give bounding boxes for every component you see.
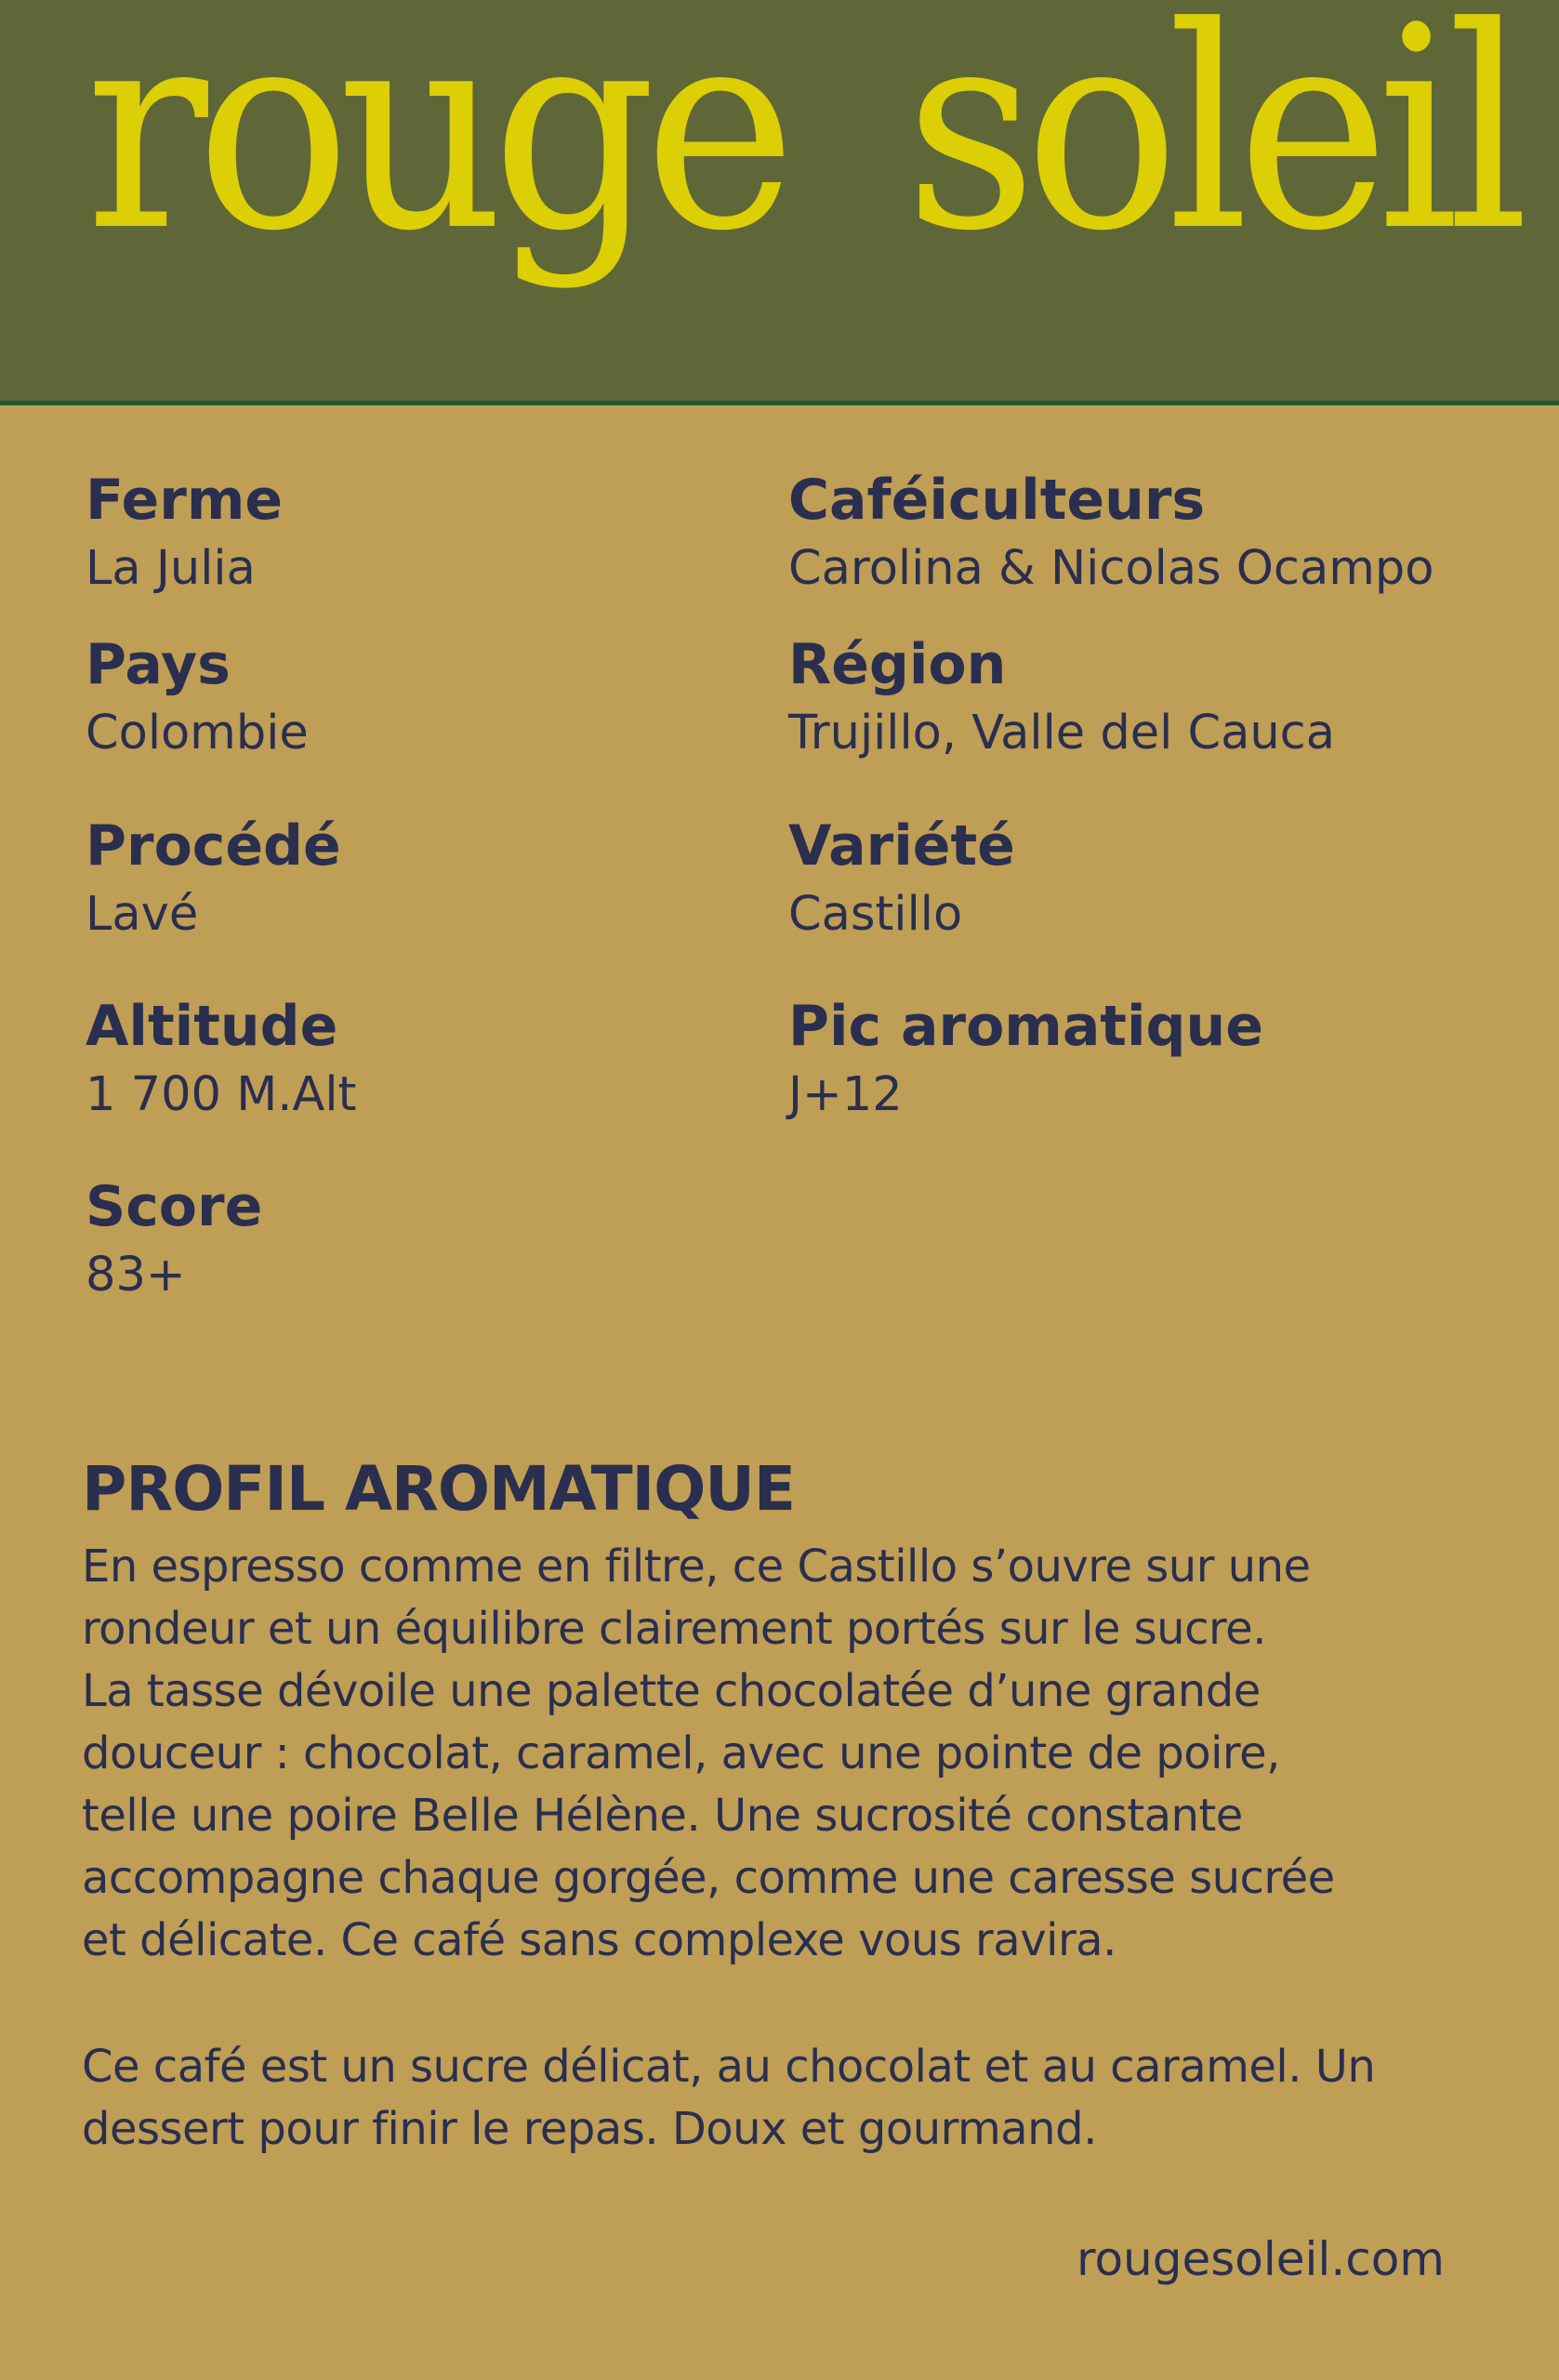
profile-paragraph-2 [82, 2036, 1495, 2161]
text-line: douceur : chocolat, caramel, avec une pointe de poire, [82, 1727, 1280, 1779]
field-procede [86, 811, 755, 948]
field-label: Score [86, 1174, 263, 1239]
field-cafeiculteurs [788, 465, 1458, 602]
text-line: Ce café est un sucre délicat, au chocolat et au caramel. Un [82, 2041, 1376, 2093]
profile-title: PROFIL AROMATIQUE [82, 1453, 795, 1525]
profile-paragraph-1 [82, 1536, 1495, 1972]
field-score [86, 1171, 755, 1309]
field-variete [788, 811, 1458, 948]
field-value: Colombie [86, 706, 309, 760]
text-line: telle une poire Belle Hélène. Une sucrosité constante [82, 1790, 1243, 1842]
field-pays [86, 629, 755, 767]
field-value: J+12 [788, 1067, 903, 1122]
field-value: Trujillo, Valle del Cauca [788, 706, 1335, 760]
field-value: Lavé [86, 887, 199, 942]
brand-logo: rouge soleil [86, 0, 1518, 292]
field-label: Ferme [86, 468, 284, 533]
field-label: Région [788, 632, 1007, 697]
text-line: En espresso comme en filtre, ce Castillo s’ouvre sur une [82, 1540, 1311, 1593]
field-value: Carolina & Nicolas Ocampo [788, 541, 1434, 596]
text-line: et délicate. Ce café sans complexe vous ravira. [82, 1914, 1116, 1966]
text-line: rondeur et un équilibre clairement portés sur le sucre. [82, 1603, 1266, 1655]
brand-header [0, 0, 1559, 405]
field-ferme [86, 465, 755, 602]
field-label: Pic aromatique [788, 994, 1263, 1059]
text-line: La tasse dévoile une palette chocolatée d’une grande [82, 1665, 1261, 1717]
field-value: 1 700 M.Alt [86, 1067, 357, 1122]
text-line: dessert pour finir le repas. Doux et gourmand. [82, 2103, 1097, 2155]
field-label: Variété [788, 813, 1015, 879]
field-label: Caféiculteurs [788, 468, 1206, 533]
field-region [788, 629, 1458, 767]
field-label: Pays [86, 632, 231, 697]
website-link[interactable]: rougesoleil.com [1077, 2232, 1445, 2286]
field-label: Altitude [86, 994, 338, 1059]
field-pic-aromatique [788, 991, 1458, 1129]
text-line: accompagne chaque gorgée, comme une caresse sucrée [82, 1852, 1335, 1904]
field-value: 83+ [86, 1248, 186, 1302]
field-value: Castillo [788, 887, 963, 942]
field-value: La Julia [86, 541, 256, 596]
field-altitude [86, 991, 755, 1129]
field-label: Procédé [86, 813, 341, 879]
